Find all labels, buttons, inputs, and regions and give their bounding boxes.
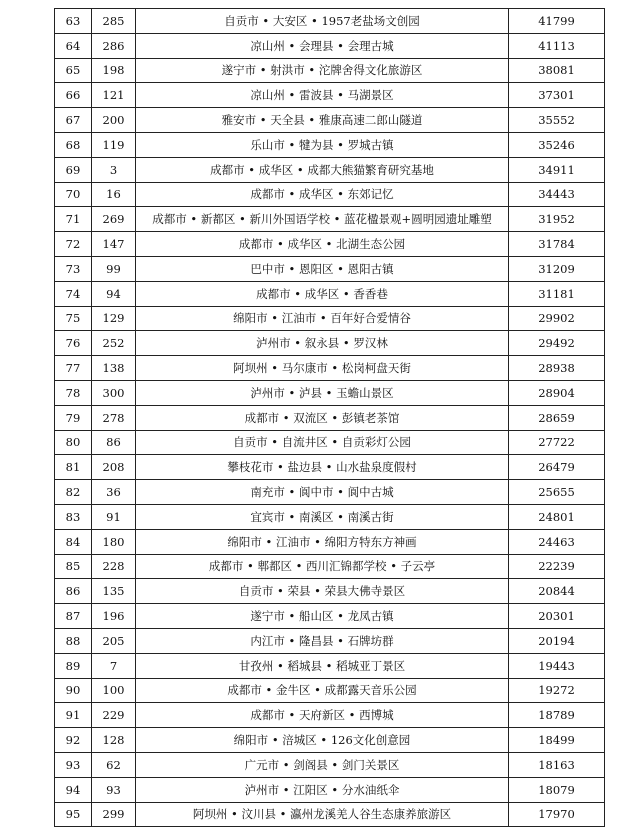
attraction-name-cell: 成都市 • 天府新区 • 西博城: [136, 703, 509, 728]
attraction-name-cell: 成都市 • 成华区 • 成都大熊猫繁育研究基地: [136, 157, 509, 182]
rank-cell: 73: [55, 256, 92, 281]
number-cell: 252: [92, 331, 136, 356]
rank-cell: 87: [55, 604, 92, 629]
rank-cell: 76: [55, 331, 92, 356]
attraction-name-cell: 宜宾市 • 南溪区 • 南溪古街: [136, 504, 509, 529]
attraction-name-cell: 乐山市 • 犍为县 • 罗城古镇: [136, 132, 509, 157]
number-cell: 99: [92, 256, 136, 281]
number-cell: 62: [92, 752, 136, 777]
value-cell: 28659: [509, 405, 605, 430]
rank-cell: 89: [55, 653, 92, 678]
attraction-name-cell: 凉山州 • 雷波县 • 马湖景区: [136, 83, 509, 108]
table-row: [55, 232, 605, 257]
table-row: [55, 777, 605, 802]
number-cell: 180: [92, 529, 136, 554]
value-cell: 35246: [509, 132, 605, 157]
number-cell: 86: [92, 430, 136, 455]
value-cell: 28938: [509, 356, 605, 381]
number-cell: 3: [92, 157, 136, 182]
rank-cell: 78: [55, 380, 92, 405]
table-row: [55, 281, 605, 306]
value-cell: 34443: [509, 182, 605, 207]
value-cell: 31209: [509, 256, 605, 281]
value-cell: 38081: [509, 58, 605, 83]
ranking-table: [54, 8, 605, 827]
table-row: [55, 108, 605, 133]
value-cell: 18163: [509, 752, 605, 777]
rank-cell: 68: [55, 132, 92, 157]
attraction-name-cell: 攀枝花市 • 盐边县 • 山水盐泉度假村: [136, 455, 509, 480]
rank-cell: 86: [55, 579, 92, 604]
number-cell: 129: [92, 306, 136, 331]
rank-cell: 80: [55, 430, 92, 455]
number-cell: 300: [92, 380, 136, 405]
attraction-name-cell: 成都市 • 成华区 • 北湖生态公园: [136, 232, 509, 257]
table-row: [55, 207, 605, 232]
number-cell: 7: [92, 653, 136, 678]
attraction-name-cell: 阿坝州 • 汶川县 • 瀛州龙溪羌人谷生态康养旅游区: [136, 802, 509, 827]
attraction-name-cell: 雅安市 • 天全县 • 雅康高速二郎山隧道: [136, 108, 509, 133]
number-cell: 205: [92, 628, 136, 653]
value-cell: 20844: [509, 579, 605, 604]
value-cell: 29492: [509, 331, 605, 356]
number-cell: 286: [92, 33, 136, 58]
rank-cell: 65: [55, 58, 92, 83]
table-row: [55, 579, 605, 604]
attraction-name-cell: 遂宁市 • 射洪市 • 沱牌舍得文化旅游区: [136, 58, 509, 83]
table-row: [55, 58, 605, 83]
number-cell: 147: [92, 232, 136, 257]
attraction-name-cell: 泸州市 • 江阳区 • 分水油纸伞: [136, 777, 509, 802]
attraction-name-cell: 遂宁市 • 船山区 • 龙凤古镇: [136, 604, 509, 629]
table-row: [55, 157, 605, 182]
value-cell: 18499: [509, 728, 605, 753]
table-row: [55, 628, 605, 653]
number-cell: 196: [92, 604, 136, 629]
ranking-table-body: [55, 9, 605, 827]
table-row: [55, 9, 605, 34]
table-row: [55, 405, 605, 430]
rank-cell: 85: [55, 554, 92, 579]
table-row: [55, 132, 605, 157]
number-cell: 229: [92, 703, 136, 728]
value-cell: 20301: [509, 604, 605, 629]
value-cell: 28904: [509, 380, 605, 405]
number-cell: 121: [92, 83, 136, 108]
number-cell: 94: [92, 281, 136, 306]
number-cell: 36: [92, 480, 136, 505]
rank-cell: 64: [55, 33, 92, 58]
attraction-name-cell: 成都市 • 成华区 • 东郊记忆: [136, 182, 509, 207]
value-cell: 37301: [509, 83, 605, 108]
table-row: [55, 604, 605, 629]
number-cell: 285: [92, 9, 136, 34]
table-row: [55, 703, 605, 728]
number-cell: 93: [92, 777, 136, 802]
table-row: [55, 256, 605, 281]
table-row: [55, 83, 605, 108]
attraction-name-cell: 内江市 • 隆昌县 • 石牌坊群: [136, 628, 509, 653]
value-cell: 26479: [509, 455, 605, 480]
table-row: [55, 554, 605, 579]
attraction-name-cell: 甘孜州 • 稻城县 • 稻城亚丁景区: [136, 653, 509, 678]
number-cell: 278: [92, 405, 136, 430]
number-cell: 198: [92, 58, 136, 83]
value-cell: 20194: [509, 628, 605, 653]
rank-cell: 70: [55, 182, 92, 207]
rank-cell: 66: [55, 83, 92, 108]
table-row: [55, 504, 605, 529]
value-cell: 41113: [509, 33, 605, 58]
attraction-name-cell: 南充市 • 阆中市 • 阆中古城: [136, 480, 509, 505]
rank-cell: 82: [55, 480, 92, 505]
attraction-name-cell: 自贡市 • 荣县 • 荣县大佛寺景区: [136, 579, 509, 604]
value-cell: 24463: [509, 529, 605, 554]
rank-cell: 63: [55, 9, 92, 34]
number-cell: 119: [92, 132, 136, 157]
attraction-name-cell: 泸州市 • 叙永县 • 罗汉林: [136, 331, 509, 356]
number-cell: 91: [92, 504, 136, 529]
rank-cell: 83: [55, 504, 92, 529]
rank-cell: 74: [55, 281, 92, 306]
attraction-name-cell: 广元市 • 剑阁县 • 剑门关景区: [136, 752, 509, 777]
table-row: [55, 752, 605, 777]
attraction-name-cell: 巴中市 • 恩阳区 • 恩阳古镇: [136, 256, 509, 281]
rank-cell: 72: [55, 232, 92, 257]
value-cell: 35552: [509, 108, 605, 133]
table-row: [55, 182, 605, 207]
value-cell: 27722: [509, 430, 605, 455]
attraction-name-cell: 成都市 • 新都区 • 新川外国语学校 • 蓝花楹景观+圆明园遗址雕塑: [136, 207, 509, 232]
table-row: [55, 802, 605, 827]
rank-cell: 90: [55, 678, 92, 703]
rank-cell: 81: [55, 455, 92, 480]
attraction-name-cell: 绵阳市 • 涪城区 • 126文化创意园: [136, 728, 509, 753]
attraction-name-cell: 成都市 • 金牛区 • 成都露天音乐公园: [136, 678, 509, 703]
number-cell: 299: [92, 802, 136, 827]
attraction-name-cell: 自贡市 • 大安区 • 1957老盐场文创园: [136, 9, 509, 34]
value-cell: 25655: [509, 480, 605, 505]
attraction-name-cell: 凉山州 • 会理县 • 会理古城: [136, 33, 509, 58]
rank-cell: 94: [55, 777, 92, 802]
value-cell: 29902: [509, 306, 605, 331]
rank-cell: 75: [55, 306, 92, 331]
attraction-name-cell: 绵阳市 • 江油市 • 绵阳方特东方神画: [136, 529, 509, 554]
table-row: [55, 480, 605, 505]
value-cell: 34911: [509, 157, 605, 182]
rank-cell: 69: [55, 157, 92, 182]
table-row: [55, 653, 605, 678]
value-cell: 41799: [509, 9, 605, 34]
table-row: [55, 678, 605, 703]
number-cell: 208: [92, 455, 136, 480]
value-cell: 19443: [509, 653, 605, 678]
rank-cell: 92: [55, 728, 92, 753]
number-cell: 135: [92, 579, 136, 604]
table-row: [55, 380, 605, 405]
number-cell: 16: [92, 182, 136, 207]
number-cell: 138: [92, 356, 136, 381]
attraction-name-cell: 成都市 • 双流区 • 彭镇老茶馆: [136, 405, 509, 430]
attraction-name-cell: 成都市 • 成华区 • 香香巷: [136, 281, 509, 306]
attraction-name-cell: 自贡市 • 自流井区 • 自贡彩灯公园: [136, 430, 509, 455]
value-cell: 17970: [509, 802, 605, 827]
number-cell: 200: [92, 108, 136, 133]
table-row: [55, 529, 605, 554]
number-cell: 100: [92, 678, 136, 703]
rank-cell: 84: [55, 529, 92, 554]
rank-cell: 77: [55, 356, 92, 381]
rank-cell: 67: [55, 108, 92, 133]
rank-cell: 95: [55, 802, 92, 827]
value-cell: 31181: [509, 281, 605, 306]
table-row: [55, 455, 605, 480]
rank-cell: 93: [55, 752, 92, 777]
value-cell: 22239: [509, 554, 605, 579]
value-cell: 24801: [509, 504, 605, 529]
value-cell: 19272: [509, 678, 605, 703]
rank-cell: 91: [55, 703, 92, 728]
number-cell: 269: [92, 207, 136, 232]
number-cell: 228: [92, 554, 136, 579]
value-cell: 31784: [509, 232, 605, 257]
attraction-name-cell: 成都市 • 郫都区 • 西川汇锦都学校 • 子云亭: [136, 554, 509, 579]
table-row: [55, 306, 605, 331]
value-cell: 18789: [509, 703, 605, 728]
rank-cell: 88: [55, 628, 92, 653]
table-row: [55, 728, 605, 753]
table-row: [55, 356, 605, 381]
number-cell: 128: [92, 728, 136, 753]
rank-cell: 71: [55, 207, 92, 232]
value-cell: 18079: [509, 777, 605, 802]
value-cell: 31952: [509, 207, 605, 232]
attraction-name-cell: 阿坝州 • 马尔康市 • 松岗柯盘天街: [136, 356, 509, 381]
attraction-name-cell: 泸州市 • 泸县 • 玉蟾山景区: [136, 380, 509, 405]
rank-cell: 79: [55, 405, 92, 430]
table-row: [55, 33, 605, 58]
table-row: [55, 331, 605, 356]
attraction-name-cell: 绵阳市 • 江油市 • 百年好合爱情谷: [136, 306, 509, 331]
table-row: [55, 430, 605, 455]
